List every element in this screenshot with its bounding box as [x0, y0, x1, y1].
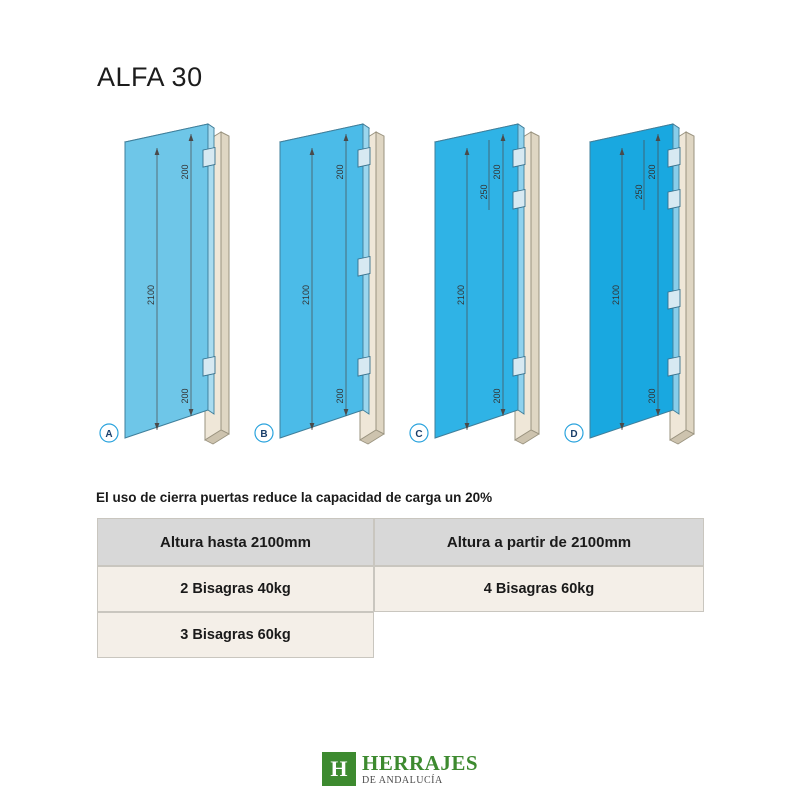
table-header-left: Altura hasta 2100mm [97, 518, 374, 566]
table-cell-empty [374, 612, 704, 658]
door-diagram-c [405, 110, 555, 470]
svg-text:200: 200 [492, 388, 502, 404]
door-illustration-d [560, 110, 710, 470]
door-illustration-c [405, 110, 555, 470]
door-diagram-b [250, 110, 400, 470]
svg-text:200: 200 [180, 388, 190, 404]
svg-text:2100: 2100 [611, 284, 621, 306]
capacity-note: El uso de cierra puertas reduce la capacidad de carga un 20% [96, 490, 493, 505]
table-cell-hinges-4: 4 Bisagras 60kg [374, 566, 704, 612]
logo-sub-text: DE ANDALUCÍA [361, 774, 443, 786]
table-header-right: Altura a partir de 2100mm [374, 518, 704, 566]
table-row [97, 612, 704, 658]
door-diagram-d [560, 110, 710, 470]
svg-text:200: 200 [335, 164, 345, 180]
svg-text:2100: 2100 [301, 284, 311, 306]
svg-text:C: C [415, 429, 423, 440]
logo-main-text: HERRAJES [361, 750, 479, 775]
door-illustration-a [95, 110, 245, 470]
svg-text:250: 250 [634, 184, 644, 200]
door-illustration-b [250, 110, 400, 470]
logo-text [361, 750, 479, 786]
logo-mark-icon: H [322, 752, 356, 786]
brand-logo [322, 752, 478, 786]
svg-text:A: A [105, 429, 113, 440]
svg-text:2100: 2100 [146, 284, 156, 306]
svg-text:200: 200 [647, 164, 657, 180]
svg-text:200: 200 [335, 388, 345, 404]
svg-text:200: 200 [180, 164, 190, 180]
svg-text:B: B [260, 429, 268, 440]
diagram-group [95, 110, 715, 470]
door-diagram-a [95, 110, 245, 470]
page-title: ALFA 30 [97, 62, 203, 92]
load-capacity-table [97, 518, 704, 658]
table-cell-hinges-2: 2 Bisagras 40kg [97, 566, 374, 612]
table-header-row [97, 518, 704, 566]
svg-text:D: D [570, 429, 578, 440]
svg-text:200: 200 [492, 164, 502, 180]
svg-text:2100: 2100 [456, 284, 466, 306]
svg-text:200: 200 [647, 388, 657, 404]
table-row [97, 566, 704, 612]
svg-text:250: 250 [479, 184, 489, 200]
footer [0, 752, 800, 786]
table-cell-hinges-3: 3 Bisagras 60kg [97, 612, 374, 658]
